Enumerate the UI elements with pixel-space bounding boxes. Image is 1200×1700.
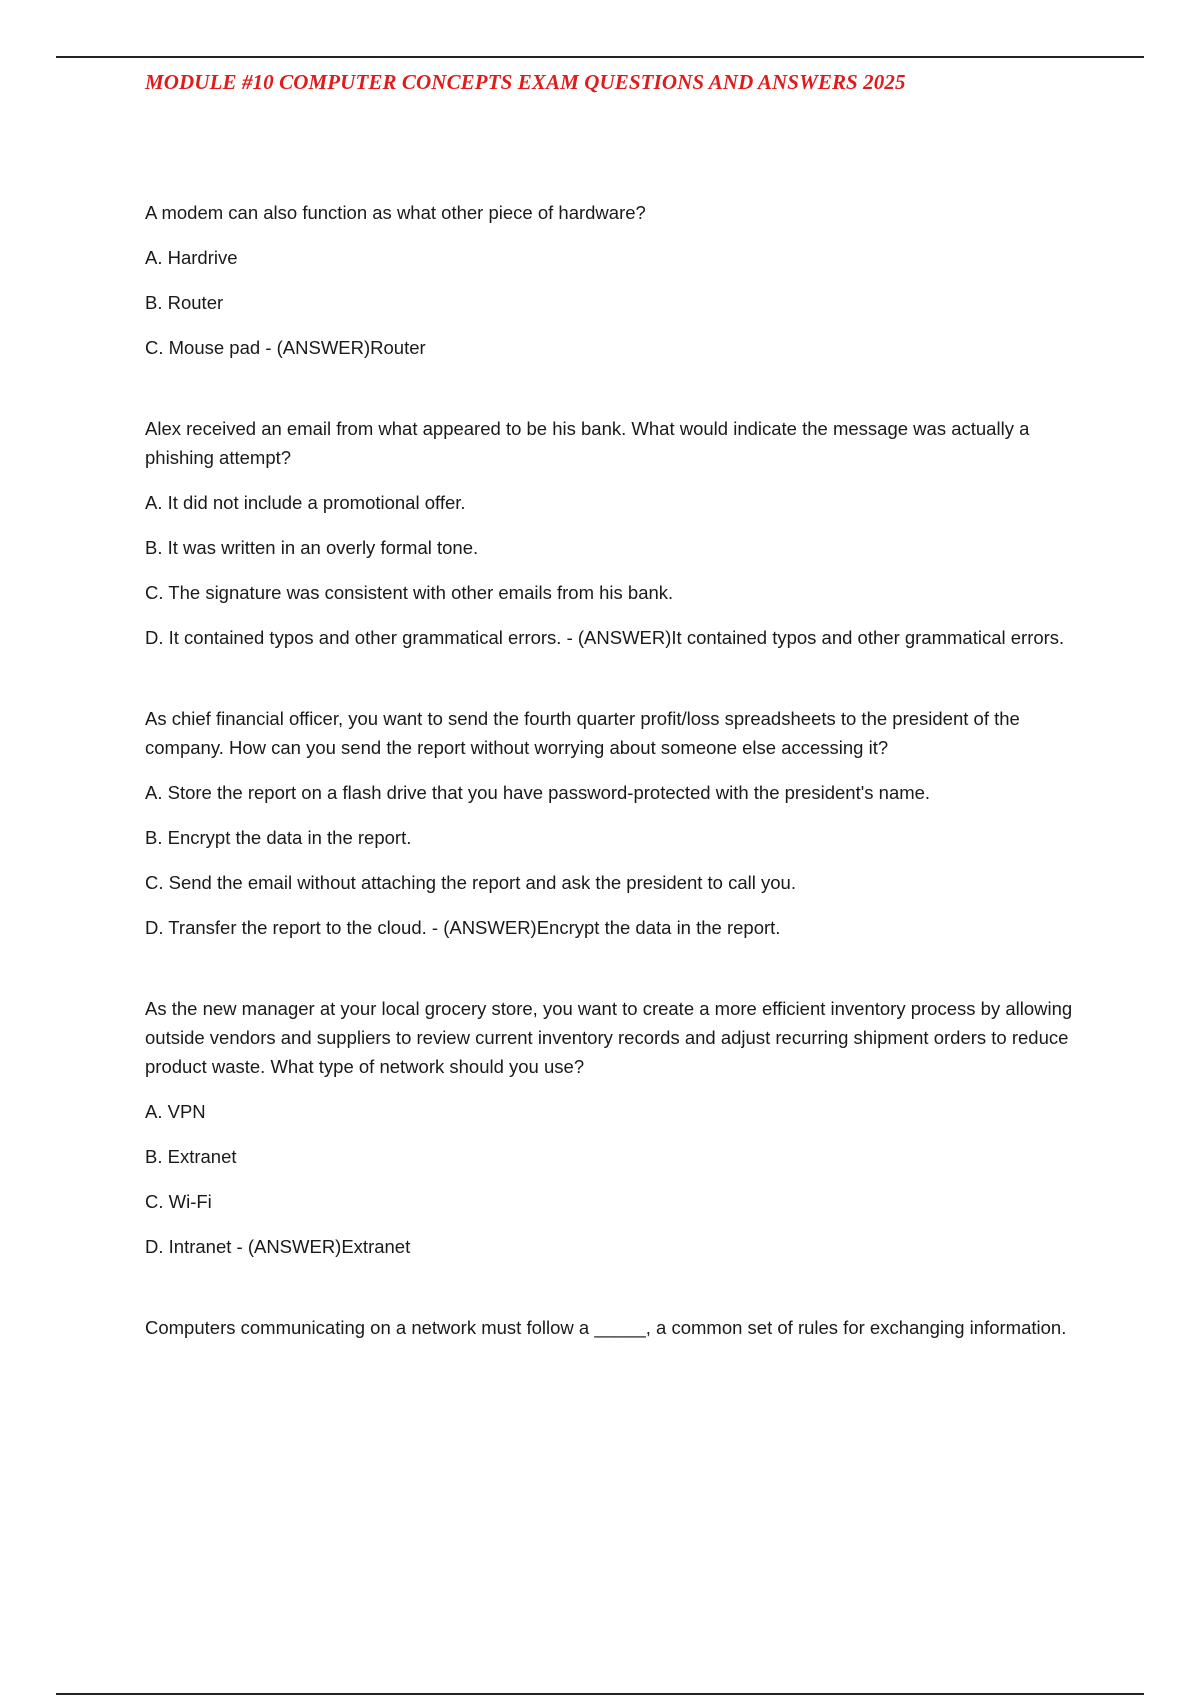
document-title: MODULE #10 COMPUTER CONCEPTS EXAM QUESTIONS AND ANSWERS 2025 xyxy=(145,70,906,94)
question-1 xyxy=(145,198,1090,362)
answer-option: D. It contained typos and other grammatical errors. - (ANSWER)It contained typos and other grammatical errors. xyxy=(145,627,1065,648)
answer-option: B. Extranet xyxy=(145,1146,237,1167)
answer-option: B. Encrypt the data in the report. xyxy=(145,827,412,848)
question-5 xyxy=(145,1313,1090,1342)
answer-option: B. It was written in an overly formal tone. xyxy=(145,537,479,558)
answer-option: C. Send the email without attaching the report and ask the president to call you. xyxy=(145,872,796,893)
question-text: A modem can also function as what other piece of hardware? xyxy=(145,202,646,223)
answer-option: B. Router xyxy=(145,292,224,313)
answer-option: D. Transfer the report to the cloud. - (ANSWER)Encrypt the data in the report. xyxy=(145,917,781,938)
question-3 xyxy=(145,704,1090,942)
question-text: Alex received an email from what appeared to be his bank. What would indicate the message was actually a phishing attempt? xyxy=(145,418,1030,468)
answer-option: A. Hardrive xyxy=(145,247,238,268)
question-text: Computers communicating on a network must follow a _____, a common set of rules for exchanging information. xyxy=(145,1317,1067,1338)
answer-option: C. Wi-Fi xyxy=(145,1191,212,1212)
question-text: As the new manager at your local grocery store, you want to create a more efficient inventory process by allowing outside vendors and suppliers to review current inventory records and adjust recurring shipment orders to reduce product waste. What type of network should you use? xyxy=(145,998,1073,1077)
answer-option: D. Intranet - (ANSWER)Extranet xyxy=(145,1236,411,1257)
question-text: As chief financial officer, you want to send the fourth quarter profit/loss spreadsheets to the president of the company. How can you send the report without worrying about someone else accessing it? xyxy=(145,708,1020,758)
bottom-divider xyxy=(56,1693,1144,1695)
question-list xyxy=(145,198,1090,1394)
answer-option: C. The signature was consistent with other emails from his bank. xyxy=(145,582,674,603)
top-divider xyxy=(56,56,1144,58)
answer-option: A. VPN xyxy=(145,1101,206,1122)
question-2 xyxy=(145,414,1090,652)
answer-option: C. Mouse pad - (ANSWER)Router xyxy=(145,337,426,358)
answer-option: A. It did not include a promotional offer. xyxy=(145,492,466,513)
question-4 xyxy=(145,994,1090,1261)
answer-option: A. Store the report on a flash drive that you have password-protected with the president's name. xyxy=(145,782,931,803)
